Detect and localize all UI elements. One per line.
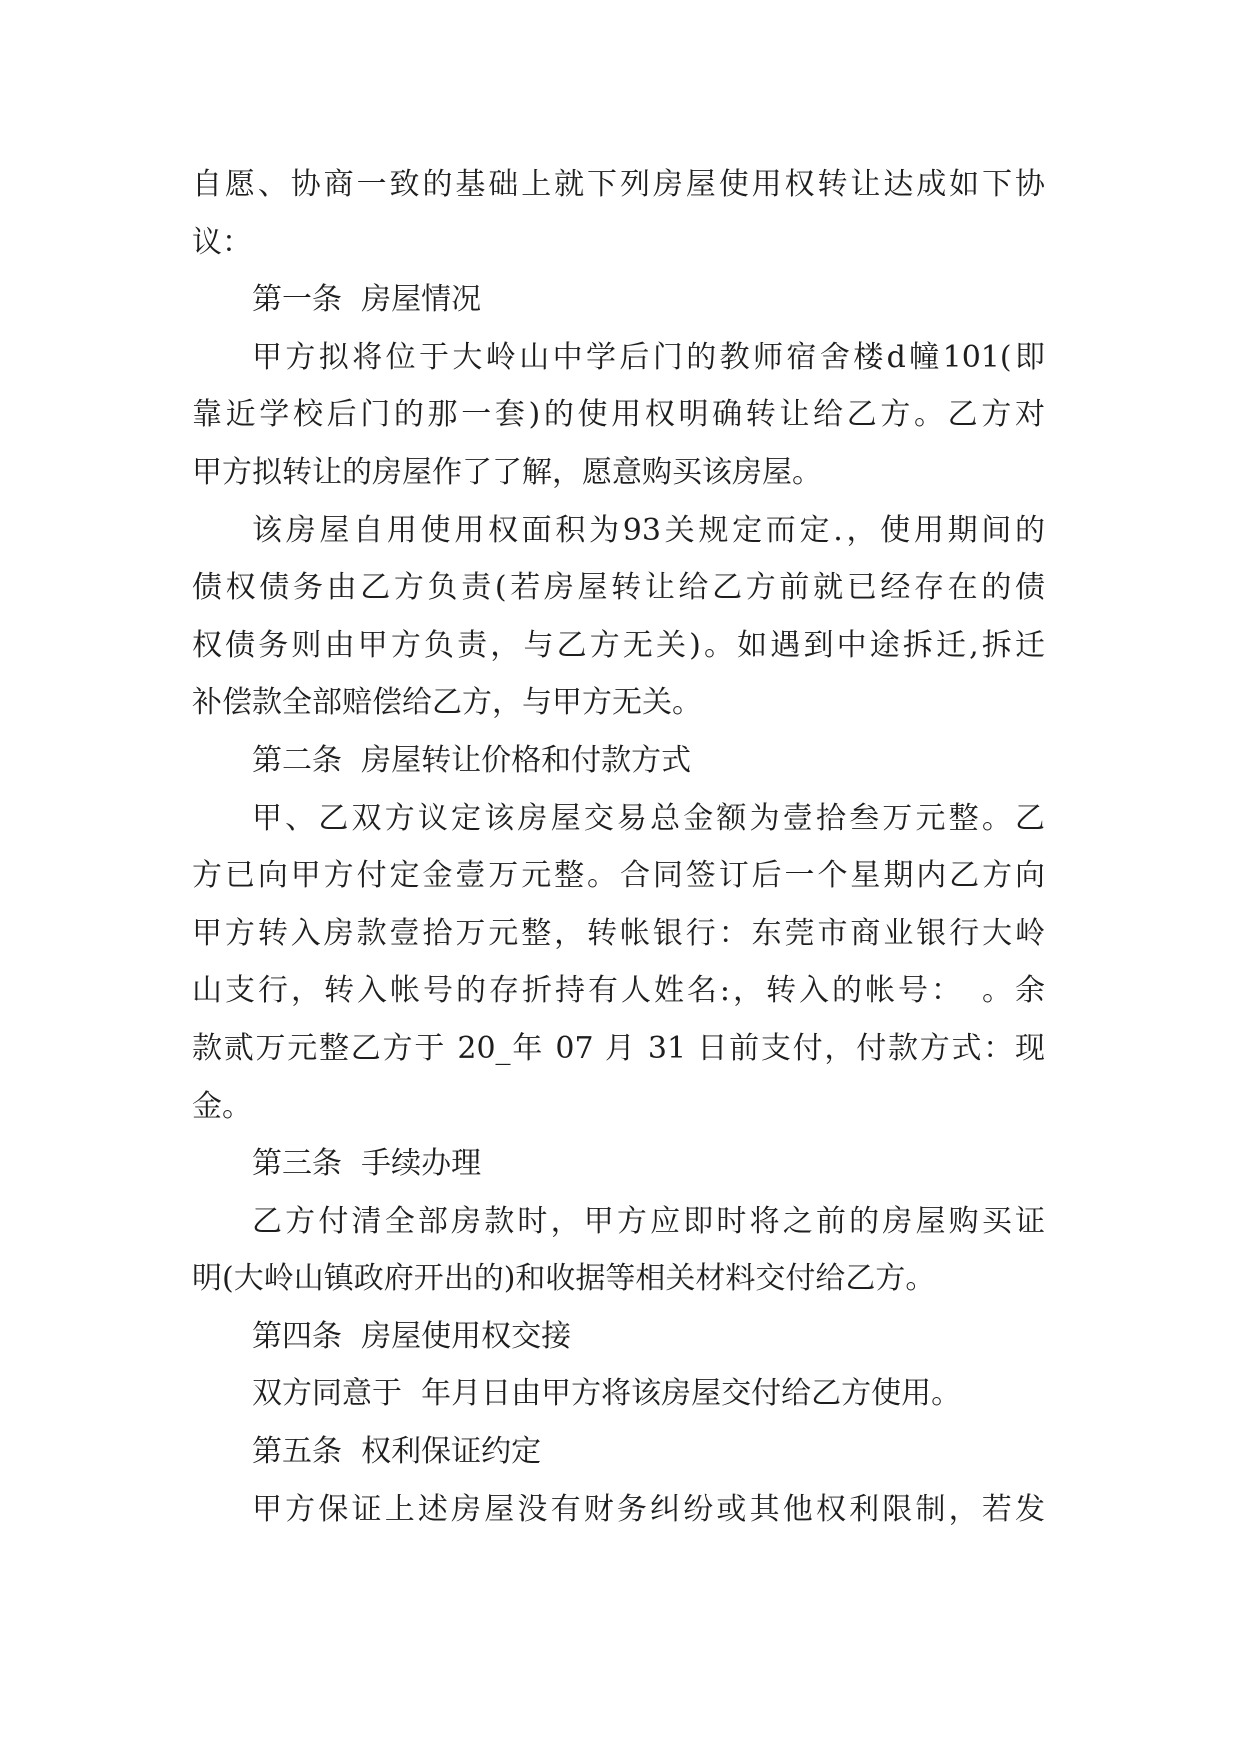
text-line: 乙方付清全部房款时，甲方应即时将之前的房屋购买证 xyxy=(252,1203,1045,1239)
text-line: 甲方转入房款壹拾万元整，转帐银行：东莞市商业银行大岭 xyxy=(192,915,1045,951)
text-line: 该房屋自用使用权面积为93关规定而定.，使用期间的 xyxy=(252,512,1045,548)
paragraph xyxy=(192,790,1045,1136)
text-line: 方已向甲方付定金壹万元整。合同签订后一个星期内乙方向 xyxy=(192,858,1045,894)
text-line: 金。 xyxy=(192,1088,252,1124)
text-line: 双方同意于 年月日由甲方将该房屋交付给乙方使用。 xyxy=(252,1376,962,1412)
text-line: 款贰万元整乙方于 20_年 07 月 31 日前支付，付款方式：现 xyxy=(192,1030,1045,1066)
paragraph xyxy=(192,156,1045,271)
section-heading xyxy=(192,732,1045,790)
section-heading xyxy=(192,1135,1045,1193)
text-line: 山支行，转入帐号的存折持有人姓名:，转入的帐号： 。余 xyxy=(192,973,1045,1009)
text-line: 自愿、协商一致的基础上就下列房屋使用权转让达成如下协 xyxy=(192,167,1045,202)
text-line: 甲方拟将位于大岭山中学后门的教师宿舍楼d幢101(即 xyxy=(252,339,1045,375)
section-heading-text: 第五条 权利保证约定 xyxy=(252,1434,542,1470)
section-heading xyxy=(192,271,1045,329)
paragraph xyxy=(192,502,1045,732)
section-heading xyxy=(192,1423,1045,1481)
text-line: 明(大岭山镇政府开出的)和收据等相关材料交付给乙方。 xyxy=(192,1261,936,1297)
section-heading-text: 第一条 房屋情况 xyxy=(252,282,482,318)
text-line: 债权债务由乙方负责(若房屋转让给乙方前就已经存在的债 xyxy=(192,570,1045,606)
text-line: 靠近学校后门的那一套)的使用权明确转让给乙方。乙方对 xyxy=(192,397,1045,433)
document-body xyxy=(192,156,1045,1538)
text-line: 甲方保证上述房屋没有财务纠纷或其他权利限制，若发 xyxy=(252,1491,1045,1527)
text-line: 甲方拟转让的房屋作了了解，愿意购买该房屋。 xyxy=(192,454,822,490)
paragraph xyxy=(192,1193,1045,1308)
section-heading-text: 第二条 房屋转让价格和付款方式 xyxy=(252,742,692,778)
text-line: 议： xyxy=(192,224,252,260)
section-heading-text: 第四条 房屋使用权交接 xyxy=(252,1318,572,1354)
paragraph xyxy=(192,329,1045,502)
text-line: 补偿款全部赔偿给乙方，与甲方无关。 xyxy=(192,685,702,721)
section-heading xyxy=(192,1308,1045,1366)
paragraph xyxy=(192,1481,1045,1539)
section-heading-text: 第三条 手续办理 xyxy=(252,1146,482,1182)
text-line: 甲、乙双方议定该房屋交易总金额为壹拾叁万元整。乙 xyxy=(252,800,1045,836)
text-line: 权债务则由甲方负责，与乙方无关)。如遇到中途拆迁,拆迁 xyxy=(192,627,1045,663)
paragraph xyxy=(192,1365,1045,1423)
